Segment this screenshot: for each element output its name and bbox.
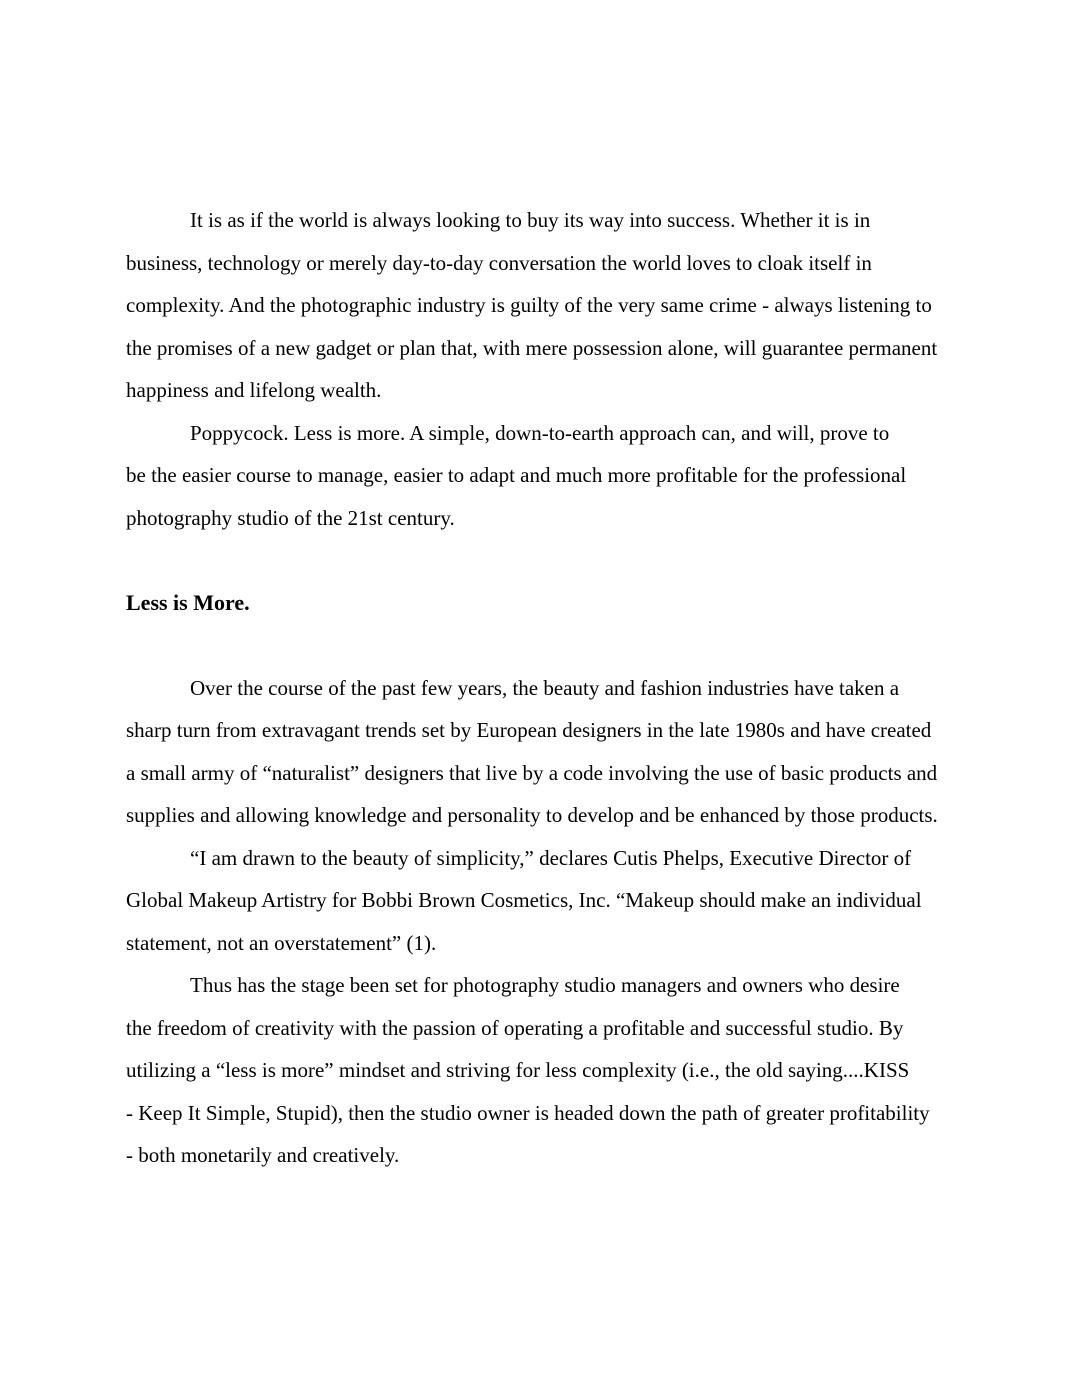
text-line: Poppycock. Less is more. A simple, down-to-earth approach can, and will, prove to: [190, 420, 890, 445]
text-line: complexity. And the photographic industry is guilty of the very same crime - always listening to: [126, 293, 932, 317]
text-line: “I am drawn to the beauty of simplicity,” declares Cutis Phelps, Executive Director of: [190, 845, 912, 870]
text-line: the freedom of creativity with the passion of operating a profitable and successful studio. By: [126, 1015, 904, 1040]
text-line: utilizing a “less is more” mindset and striving for less complexity (i.e., the old saying....KISS: [126, 1058, 910, 1082]
text-line: a small army of “naturalist” designers that live by a code involving the use of basic products and: [126, 760, 938, 785]
text-line: photography studio of the 21st century.: [126, 505, 455, 530]
text-line: statement, not an overstatement” (1).: [126, 930, 437, 955]
text-line: Over the course of the past few years, the beauty and fashion industries have taken a: [190, 675, 900, 700]
paragraph: [126, 199, 956, 412]
text-line: - both monetarily and creatively.: [126, 1143, 400, 1167]
paragraph: [126, 412, 956, 540]
text-line: be the easier course to manage, easier to adapt and much more profitable for the professional: [126, 463, 907, 487]
text-line: business, technology or merely day-to-day conversation the world loves to cloak itself in: [126, 250, 872, 275]
document-body: [126, 199, 956, 1177]
text-line: It is as if the world is always looking to buy its way into success. Whether it is in: [190, 208, 871, 232]
text-line: Thus has the stage been set for photography studio managers and owners who desire: [190, 973, 900, 997]
text-line: the promises of a new gadget or plan that, with mere possession alone, will guarantee permanent: [126, 335, 938, 360]
text-line: happiness and lifelong wealth.: [126, 378, 382, 402]
text-line: - Keep It Simple, Stupid), then the studio owner is headed down the path of greater profitability: [126, 1100, 930, 1125]
paragraph: [126, 667, 956, 837]
text-line: sharp turn from extravagant trends set by European designers in the late 1980s and have created: [126, 718, 932, 742]
section-heading: Less is More.: [126, 589, 250, 615]
text-line: supplies and allowing knowledge and personality to develop and be enhanced by those products.: [126, 803, 938, 827]
text-line: Global Makeup Artistry for Bobbi Brown Cosmetics, Inc. “Makeup should make an individual: [126, 888, 922, 912]
paragraph: [126, 837, 956, 965]
paragraph: [126, 964, 956, 1177]
